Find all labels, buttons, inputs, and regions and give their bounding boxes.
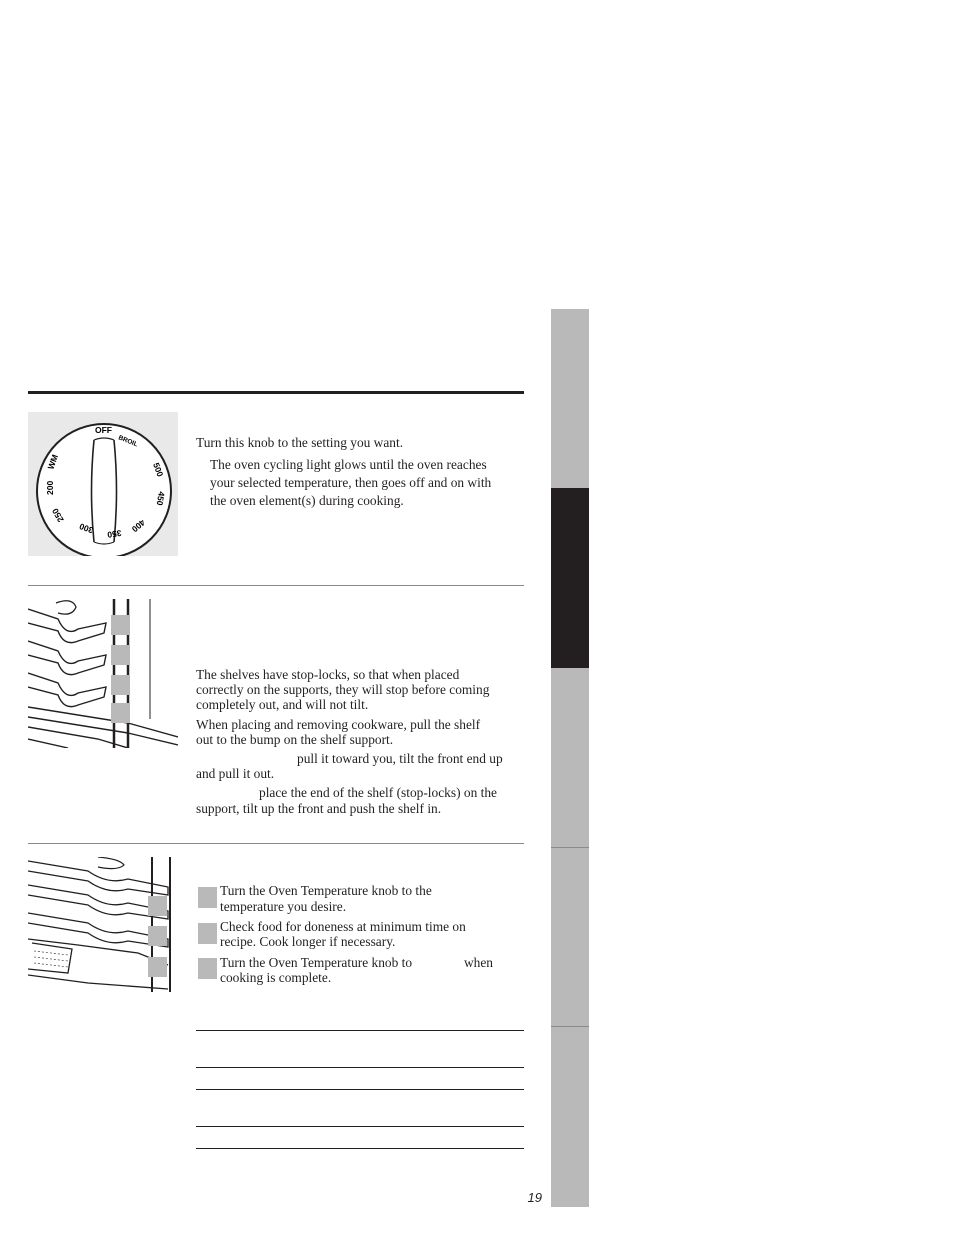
knob-instruction: Turn this knob to the setting you want. [196, 435, 404, 450]
step-2-line-1: Check food for doneness at minimum time on [220, 919, 466, 934]
step-1-line-1: Turn the Oven Temperature knob to the [220, 883, 432, 898]
section-divider [28, 585, 524, 586]
knob-note-line-1: The oven cycling light glows until the oven reaches [210, 457, 487, 472]
section-tabs-lower[interactable] [551, 668, 589, 1207]
shelf-supports-drawing [28, 599, 178, 748]
knob-label-250: 250 [49, 506, 66, 524]
shelves-p3-line-1: pull it toward you, tilt the front end up [297, 751, 503, 766]
knob-note-line-3: the oven element(s) during cooking. [210, 493, 404, 508]
knob-note-line-2: your selected temperature, then goes off and on with [210, 475, 492, 490]
step-3-marker [198, 958, 217, 979]
shelves-p4-line-1: place the end of the shelf (stop-locks) on the [259, 785, 497, 800]
oven-baking-drawing [28, 857, 178, 992]
shelves-p3-line-2: and pull it out. [196, 766, 275, 781]
knob-label-350: 350 [106, 528, 123, 540]
knob-label-broil: BROIL [117, 434, 139, 449]
shelves-p1-line-2: correctly on the supports, they will stop before coming [196, 682, 490, 697]
knob-label-200: 200 [45, 480, 55, 495]
shelves-p2-line-1: When placing and removing cookware, pull the shelf [196, 717, 481, 732]
shelves-p4-line-2: support, tilt up the front and push the shelf in. [196, 801, 442, 816]
step-1-line-2: temperature you desire. [220, 899, 347, 914]
section-tab-2-active[interactable] [551, 488, 589, 668]
shelves-p1-line-1: The shelves have stop-locks, so that when placed [196, 667, 460, 682]
knob-label-300: 300 [77, 521, 95, 536]
table-rule [196, 1067, 524, 1068]
step-2-line-2: recipe. Cook longer if necessary. [220, 934, 396, 949]
step-3-trailing-word: when [464, 955, 494, 970]
section-rule [28, 391, 524, 394]
table-rule [196, 1089, 524, 1090]
page-number: 19 [527, 1190, 542, 1205]
oven-knob-illustration [28, 412, 178, 556]
step-3-line-1: Turn the Oven Temperature knob to [220, 955, 413, 970]
section-tab-1[interactable] [551, 309, 589, 488]
shelf-supports-illustration [28, 599, 178, 748]
table-rule [196, 1126, 524, 1127]
knob-label-400: 400 [129, 517, 148, 535]
knob-label-off: OFF [95, 425, 112, 435]
table-rule [196, 1030, 524, 1031]
tab-separator [551, 847, 589, 848]
knob-label-500: 500 [151, 461, 166, 479]
knob-label-wm: WM [45, 453, 61, 471]
oven-baking-illustration [28, 857, 178, 992]
shelves-p1-line-3: completely out, and will not tilt. [196, 697, 369, 712]
tab-separator [551, 1026, 589, 1027]
step-2-marker [198, 923, 217, 944]
step-3-line-2: cooking is complete. [220, 970, 332, 985]
section-divider [28, 843, 524, 844]
table-rule [196, 1148, 524, 1149]
shelves-p2-line-2: out to the bump on the shelf support. [196, 732, 394, 747]
knob-label-450: 450 [154, 490, 167, 507]
step-1-marker [198, 887, 217, 908]
oven-knob-dial [28, 412, 178, 556]
